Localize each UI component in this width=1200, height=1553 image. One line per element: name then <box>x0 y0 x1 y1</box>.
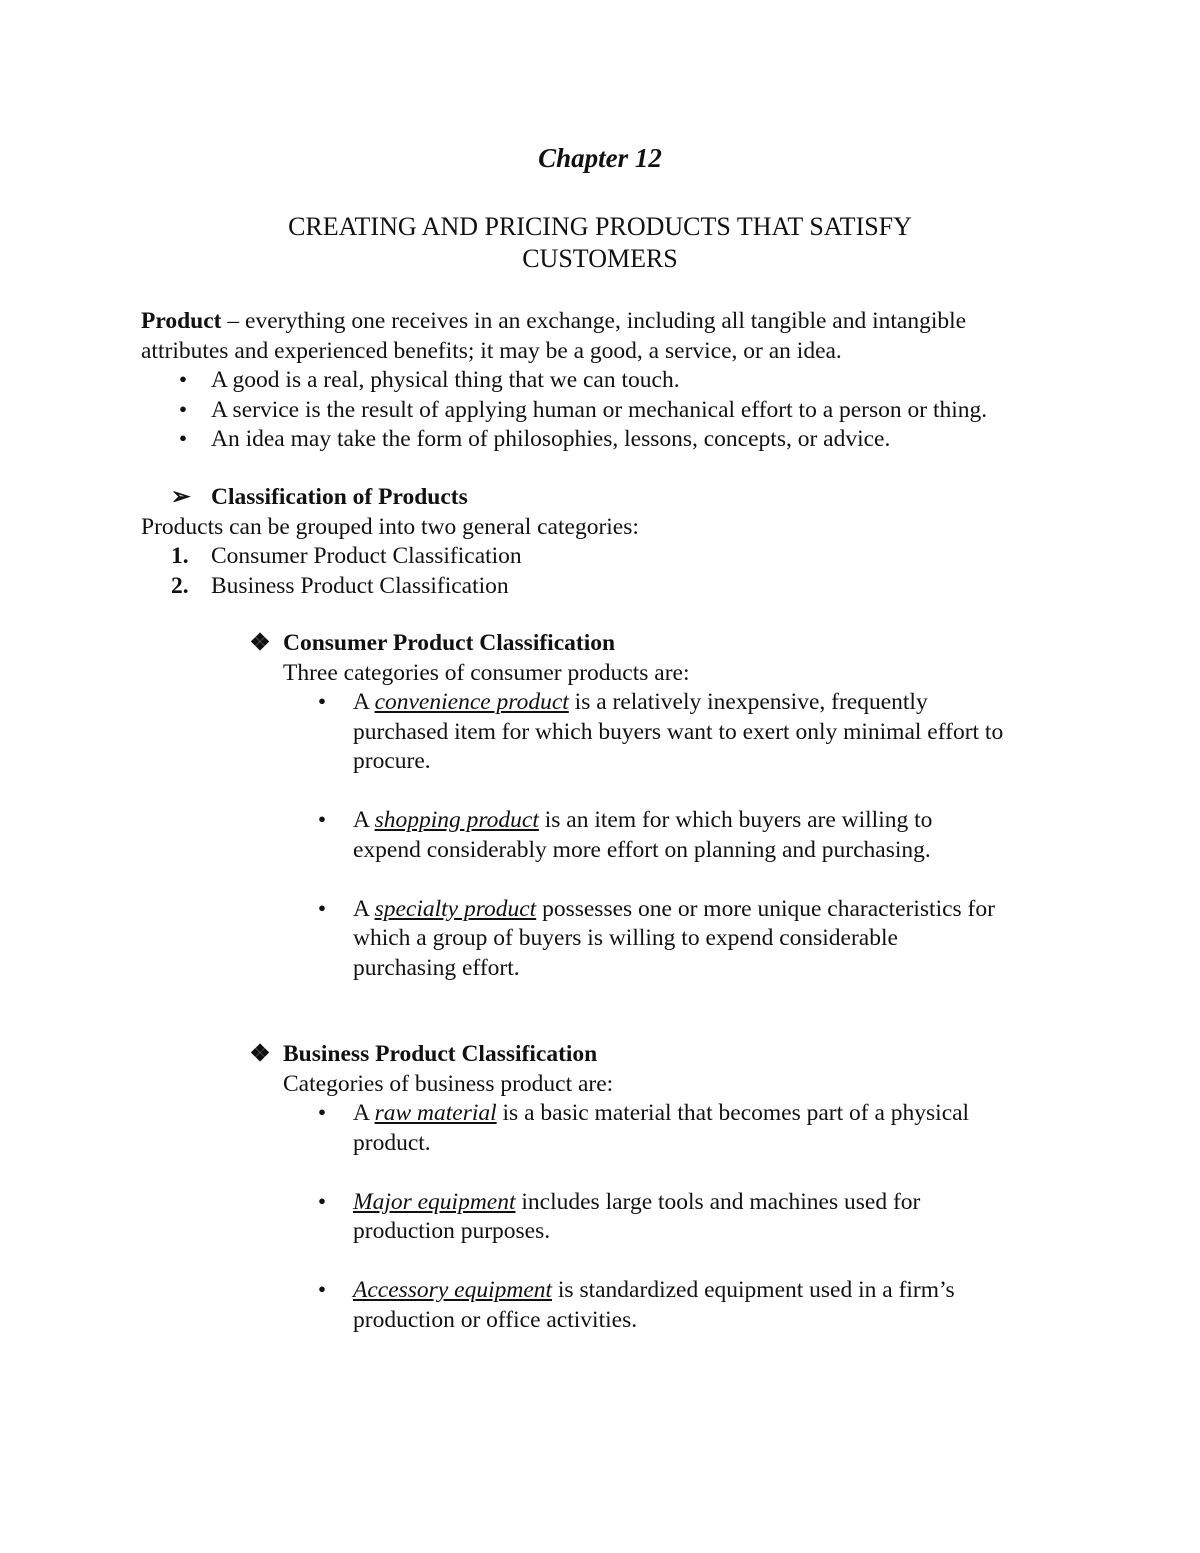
item-text: is a basic material that becomes part of a physical <box>496 1100 970 1126</box>
item-text: purchased item for which buyers want to exert only minimal effort to <box>353 718 1004 745</box>
bullet-icon: • <box>178 426 188 452</box>
item-prefix: A <box>353 895 375 922</box>
classification-heading-text: Classification of Products <box>211 484 468 510</box>
term-specialty-product: specialty product <box>374 895 537 922</box>
list-item <box>248 1099 1088 1158</box>
product-definition <box>141 307 1081 455</box>
product-def-line-1 <box>141 307 1081 337</box>
item-text: possesses one or more unique characteristics for <box>536 895 995 922</box>
page-title <box>200 211 1000 275</box>
item-text: product. <box>353 1129 431 1156</box>
item-text: is an item for which buyers are willing to <box>538 807 933 833</box>
term-major-equipment: Major equipment <box>353 1188 516 1215</box>
item-text: expend considerably more effort on planning and purchasing. <box>353 836 931 863</box>
business-heading <box>248 1040 1088 1070</box>
bullet-icon: • <box>317 1188 327 1215</box>
classification-intro: Products can be grouped into two general categories: <box>141 513 639 540</box>
list-item <box>141 396 1081 426</box>
bullet-icon: • <box>317 1277 327 1303</box>
term-accessory-equipment: Accessory equipment <box>353 1277 553 1303</box>
business-section <box>248 1040 1088 1335</box>
item-prefix: A <box>353 1100 375 1126</box>
product-def-rest: – everything one receives in an exchange, including all tangible and intangible <box>221 308 967 334</box>
item-text: procure. <box>353 748 431 774</box>
item-text: production purposes. <box>353 1218 551 1244</box>
list-item-text: A good is a real, physical thing that we can touch. <box>211 367 680 393</box>
list-item-text: A service is the result of applying human or mechanical effort to a person or thing. <box>211 396 988 423</box>
bullet-icon: • <box>178 396 188 423</box>
list-item <box>248 1188 1088 1247</box>
chapter-label: Chapter 12 <box>538 143 662 173</box>
list-item-text: An idea may take the form of philosophies, lessons, concepts, or advice. <box>211 426 891 452</box>
numbered-item <box>141 542 1081 572</box>
classification-section <box>141 483 1081 601</box>
term-shopping-product: shopping product <box>374 807 539 833</box>
list-item <box>141 366 1081 396</box>
list-item <box>248 1276 1088 1335</box>
item-text: purchasing effort. <box>353 954 520 981</box>
diamond-icon: ❖ <box>249 630 271 656</box>
arrow-icon: ➢ <box>171 484 191 510</box>
bullet-icon: • <box>317 689 327 715</box>
list-item <box>141 425 1081 455</box>
numbered-item-text: Business Product Classification <box>211 572 509 599</box>
numbered-item <box>141 572 1081 602</box>
consumer-section <box>248 629 1088 983</box>
business-intro: Categories of business product are: <box>283 1070 614 1097</box>
numbered-item-text: Consumer Product Classification <box>211 543 522 569</box>
item-text: includes large tools and machines used for <box>515 1188 921 1215</box>
classification-heading <box>141 483 1081 513</box>
item-prefix: A <box>353 807 375 833</box>
consumer-intro: Three categories of consumer products are: <box>283 659 690 686</box>
bullet-icon: • <box>317 1100 327 1126</box>
item-number: 2. <box>171 572 189 599</box>
item-text: which a group of buyers is willing to expend considerable <box>353 925 898 951</box>
diamond-icon: ❖ <box>249 1041 271 1067</box>
list-item <box>248 895 1088 984</box>
item-number: 1. <box>171 543 189 569</box>
title-line-1: CREATING AND PRICING PRODUCTS THAT SATISFY <box>288 212 912 241</box>
list-item <box>248 688 1088 777</box>
item-text: production or office activities. <box>353 1306 638 1333</box>
item-prefix: A <box>353 689 375 715</box>
title-line-2: CUSTOMERS <box>522 244 678 273</box>
list-item <box>248 806 1088 865</box>
bullet-icon: • <box>317 895 327 922</box>
product-term: Product <box>141 308 222 334</box>
business-heading-text: Business Product Classification <box>283 1041 598 1067</box>
term-raw-material: raw material <box>374 1100 497 1126</box>
item-text: is standardized equipment used in a firm’s <box>552 1277 955 1303</box>
bullet-icon: • <box>317 807 327 833</box>
item-text: is a relatively inexpensive, frequently <box>568 689 928 715</box>
product-def-line-2: attributes and experienced benefits; it may be a good, a service, or an idea. <box>141 337 842 364</box>
consumer-heading-text: Consumer Product Classification <box>283 630 616 656</box>
bullet-icon: • <box>178 367 188 393</box>
consumer-heading <box>248 629 1088 659</box>
term-convenience-product: convenience product <box>374 689 569 715</box>
